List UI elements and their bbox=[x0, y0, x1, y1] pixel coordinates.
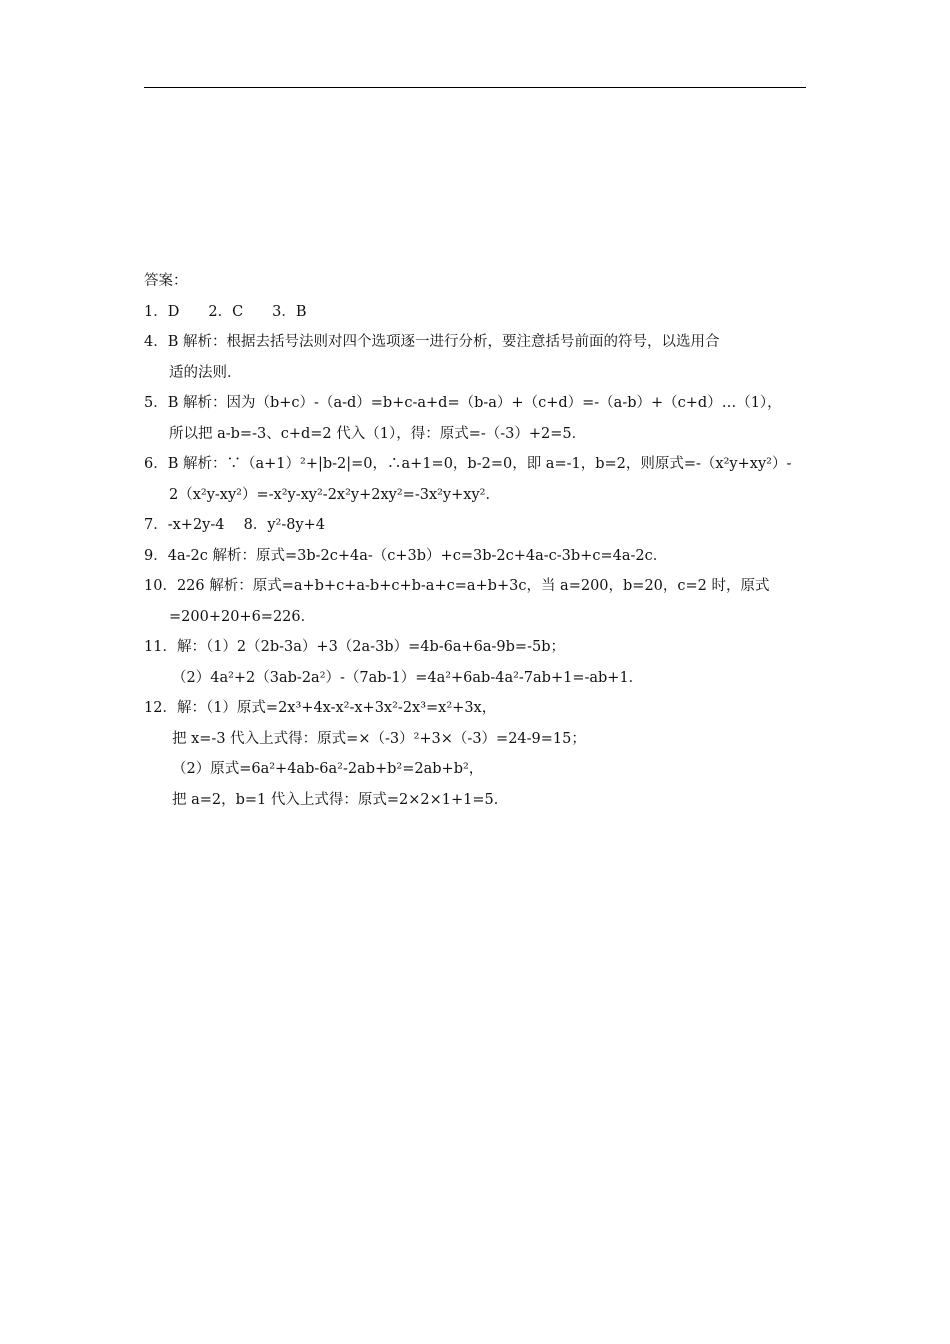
answer-12: 12．解：（1）原式=2x³+4x-x²-x+3x²-2x³=x²+3x， bbox=[144, 700, 497, 716]
answer-5: 5．B 解析：因为（b+c）-（a-d）=b+c-a+d=（b-a）+（c+d）=-（a-b）+（c+d）…（1）， bbox=[144, 395, 782, 411]
answer-10: 10．226 解析：原式=a+b+c+a-b+c+b-a+c=a+b+3c，当 a=200，b=20，c=2 时，原式 bbox=[144, 578, 770, 594]
header-rule bbox=[144, 87, 806, 88]
answer-5-cont: 所以把 a-b=-3、c+d=2 代入（1），得：原式=-（-3）+2=5． bbox=[169, 425, 587, 442]
answer-11-part2: （2）4a²+2（3ab-2a²）-（7ab-1）=4a²+6ab-4a²-7ab+1=-ab+1． bbox=[172, 669, 644, 686]
answer-12-sub1: 把 x=-3 代入上式得：原式=×（-3）²+3×（-3）=24-9=15； bbox=[172, 730, 586, 747]
answer-4: 4．B 解析：根据去括号法则对四个选项逐一进行分析，要注意括号前面的符号，以选用合 bbox=[144, 334, 720, 350]
answer-12-part2: （2）原式=6a²+4ab-6a²-2ab+b²=2ab+b²， bbox=[172, 761, 484, 777]
answer-9: 9．4a-2c 解析：原式=3b-2c+4a-（c+3b）+c=3b-2c+4a-c-3b+c=4a-2c． bbox=[144, 547, 668, 564]
answers-1-3: 1．D 2．C 3．B bbox=[144, 303, 307, 320]
answer-10-cont: =200+20+6=226． bbox=[169, 608, 316, 625]
answers-heading: 答案： bbox=[144, 273, 188, 289]
answers-7-8: 7．-x+2y-4 8．y²-8y+4 bbox=[144, 517, 326, 533]
answer-11: 11．解：（1）2（2b-3a）+3（2a-3b）=4b-6a+6a-9b=-5b； bbox=[144, 639, 565, 655]
answer-6-cont: 2（x²y-xy²）=-x²y-xy²-2x²y+2xy²=-3x²y+xy²． bbox=[169, 486, 500, 503]
answer-12-sub2: 把 a=2，b=1 代入上式得：原式=2×2×1+1=5． bbox=[172, 791, 509, 808]
answer-6: 6．B 解析：∵（a+1）²+|b-2|=0，∴a+1=0，b-2=0，即 a=-1，b=2，则原式=-（x²y+xy²）- bbox=[144, 456, 792, 472]
answer-content bbox=[144, 266, 806, 815]
answer-4-cont: 适的法则． bbox=[169, 364, 242, 381]
